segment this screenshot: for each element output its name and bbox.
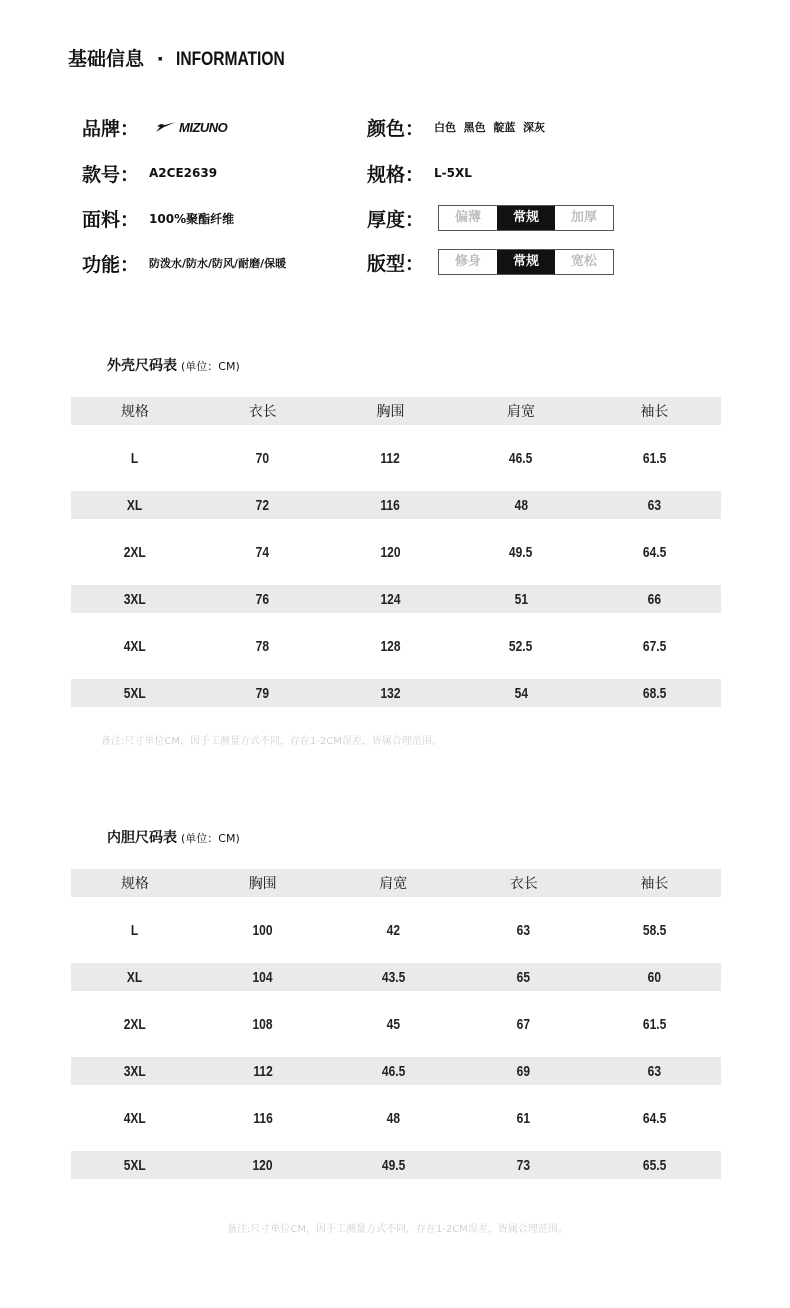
cell-value: 46.5	[381, 1062, 405, 1080]
fabric-label: 面料：	[82, 208, 140, 231]
cell-value: 76	[256, 590, 270, 608]
inner-table-title	[107, 827, 240, 847]
table-cell	[327, 679, 455, 707]
thickness-label: 厚度：	[367, 208, 425, 231]
table-cell	[327, 963, 460, 991]
inner-table-note: 备注:尺寸单位CM，因手工测量方式不同，存在1-2CM误差，皆属合理范围。	[227, 1224, 568, 1235]
mizuno-logo	[147, 120, 227, 135]
cell-value: 68.5	[642, 684, 667, 702]
table-header-row	[71, 397, 721, 425]
table-cell	[454, 491, 587, 519]
info-style-no	[82, 160, 217, 186]
cell-value: 3XL	[123, 590, 146, 608]
color-value: 白色 黑色 靛蓝 深灰	[434, 121, 545, 134]
cell-value: 64.5	[642, 543, 667, 561]
section-header	[68, 44, 309, 71]
table-row	[71, 425, 721, 491]
column-header: 肩宽	[327, 869, 460, 897]
cell-value: 63	[647, 496, 662, 514]
table-cell	[460, 897, 588, 963]
cell-value: 108	[252, 1015, 273, 1033]
table-cell	[199, 1151, 327, 1179]
table-cell	[327, 585, 455, 613]
column-header: 袖长	[588, 397, 721, 425]
style-no-value: A2CE2639	[149, 166, 218, 180]
table-cell	[460, 1151, 588, 1179]
cell-value: 70	[256, 449, 270, 467]
table-row	[71, 491, 721, 519]
table-cell	[199, 585, 327, 613]
header-title-en: INFORMATION	[176, 49, 286, 70]
table-cell	[199, 613, 327, 679]
table-cell	[327, 1057, 460, 1085]
cell-value: 61.5	[642, 1015, 667, 1033]
table-cell	[71, 1057, 199, 1085]
inner-size-table	[71, 869, 721, 1179]
table-cell	[71, 1085, 199, 1151]
table-cell	[71, 963, 199, 991]
column-header: 衣长	[199, 397, 327, 425]
table-cell	[588, 679, 721, 707]
cell-value: 64.5	[642, 1109, 667, 1127]
cell-value: 49.5	[509, 543, 533, 561]
table-cell	[454, 519, 587, 585]
table-cell	[588, 963, 721, 991]
cell-value: 112	[380, 449, 401, 467]
table-cell	[588, 585, 721, 613]
table-cell	[71, 679, 199, 707]
color-label: 颜色：	[367, 117, 425, 140]
cell-value: XL	[127, 496, 143, 514]
info-fit	[367, 249, 614, 275]
table-cell	[588, 1057, 721, 1085]
cell-value: 116	[253, 1109, 273, 1127]
table-cell	[199, 1085, 327, 1151]
cell-value: 45	[386, 1015, 400, 1033]
cell-value: 73	[517, 1156, 531, 1174]
column-header: 衣长	[460, 869, 588, 897]
table-cell	[199, 679, 327, 707]
table-row	[71, 1151, 721, 1179]
cell-value: 48	[514, 496, 528, 514]
header-title-cn: 基础信息	[68, 48, 145, 70]
table-cell	[327, 613, 455, 679]
table-cell	[454, 425, 587, 491]
runbird-icon	[147, 120, 177, 134]
column-header: 胸围	[327, 397, 455, 425]
cell-value: 69	[517, 1062, 531, 1080]
cell-value: 120	[252, 1156, 273, 1174]
fit-label: 版型：	[367, 252, 425, 275]
cell-value: 43.5	[381, 968, 405, 986]
table-cell	[327, 1151, 460, 1179]
thickness-option: 常规	[497, 206, 555, 230]
cell-value: 48	[386, 1109, 400, 1127]
table-cell	[588, 425, 721, 491]
info-thickness	[367, 205, 614, 231]
cell-value: 67.5	[642, 637, 667, 655]
table-row	[71, 897, 721, 963]
cell-value: 54	[514, 684, 528, 702]
header-separator: ·	[156, 48, 164, 70]
cell-value: 65	[517, 968, 531, 986]
spec-value: L-5XL	[434, 166, 472, 180]
cell-value: 124	[380, 590, 401, 608]
table-cell	[71, 991, 199, 1057]
table-cell	[460, 1057, 588, 1085]
table-row	[71, 613, 721, 679]
cell-value: 67	[517, 1015, 531, 1033]
column-header: 胸围	[199, 869, 327, 897]
thickness-selector	[438, 205, 614, 231]
table-cell	[588, 613, 721, 679]
cell-value: 112	[253, 1062, 273, 1080]
cell-value: 79	[256, 684, 270, 702]
cell-value: 58.5	[642, 921, 667, 939]
outer-title-unit: (单位：CM)	[181, 360, 240, 373]
cell-value: 116	[380, 496, 401, 514]
cell-value: 72	[256, 496, 270, 514]
table-header-row	[71, 869, 721, 897]
fit-option: 宽松	[571, 254, 598, 269]
table-cell	[199, 425, 327, 491]
inner-title-text: 内胆尺码表	[107, 830, 177, 846]
table-row	[71, 963, 721, 991]
table-cell	[588, 897, 721, 963]
table-cell	[71, 425, 199, 491]
cell-value: 42	[386, 921, 400, 939]
info-color	[367, 114, 545, 140]
cell-value: 2XL	[123, 1015, 146, 1033]
outer-table-note: 备注:尺寸单位CM，因手工测量方式不同，存在1-2CM误差，皆属合理范围。	[101, 736, 442, 747]
table-row	[71, 585, 721, 613]
table-cell	[71, 585, 199, 613]
logo-wordmark: MIZUNO	[179, 119, 228, 135]
table-cell	[327, 491, 455, 519]
table-cell	[588, 519, 721, 585]
table-cell	[199, 897, 327, 963]
cell-value: L	[131, 449, 139, 467]
cell-value: 5XL	[123, 684, 146, 702]
table-cell	[454, 613, 587, 679]
info-brand	[82, 114, 227, 140]
table-cell	[588, 991, 721, 1057]
cell-value: 63	[647, 1062, 662, 1080]
table-cell	[199, 963, 327, 991]
cell-value: L	[131, 921, 139, 939]
cell-value: 74	[256, 543, 270, 561]
cell-value: 46.5	[509, 449, 533, 467]
column-header: 肩宽	[454, 397, 587, 425]
table-cell	[71, 519, 199, 585]
table-cell	[460, 991, 588, 1057]
table-row	[71, 519, 721, 585]
fabric-value: 100%聚酯纤维	[149, 211, 235, 226]
table-cell	[588, 1085, 721, 1151]
cell-value: 2XL	[123, 543, 146, 561]
table-cell	[460, 963, 588, 991]
cell-value: 4XL	[123, 1109, 146, 1127]
cell-value: 3XL	[123, 1062, 146, 1080]
fit-option: 常规	[497, 250, 555, 274]
thickness-option: 偏薄	[455, 210, 482, 225]
outer-size-table	[71, 397, 721, 707]
function-label: 功能：	[82, 253, 140, 276]
cell-value: 49.5	[381, 1156, 405, 1174]
outer-title-text: 外壳尺码表	[107, 358, 177, 374]
spec-label: 规格：	[367, 163, 425, 186]
cell-value: 120	[380, 543, 401, 561]
cell-value: 51	[514, 590, 528, 608]
cell-value: 5XL	[123, 1156, 146, 1174]
cell-value: 132	[380, 684, 401, 702]
thickness-option: 加厚	[571, 210, 598, 225]
column-header: 规格	[71, 397, 199, 425]
info-fabric	[82, 205, 234, 231]
info-spec	[367, 160, 472, 186]
cell-value: 63	[517, 921, 531, 939]
cell-value: 52.5	[509, 637, 533, 655]
column-header: 袖长	[588, 869, 721, 897]
table-row	[71, 679, 721, 707]
table-cell	[327, 1085, 460, 1151]
table-cell	[327, 897, 460, 963]
info-function	[82, 250, 286, 276]
column-header: 规格	[71, 869, 199, 897]
cell-value: 4XL	[123, 637, 146, 655]
outer-table-title	[107, 355, 240, 375]
brand-label: 品牌：	[82, 117, 140, 140]
cell-value: 61	[517, 1109, 531, 1127]
table-row	[71, 991, 721, 1057]
table-cell	[454, 585, 587, 613]
table-cell	[327, 991, 460, 1057]
style-no-label: 款号：	[82, 163, 140, 186]
fit-selector	[438, 249, 614, 275]
table-row	[71, 1085, 721, 1151]
cell-value: 104	[252, 968, 273, 986]
table-cell	[71, 1151, 199, 1179]
cell-value: 60	[647, 968, 662, 986]
inner-title-unit: (单位：CM)	[181, 832, 240, 845]
table-cell	[71, 491, 199, 519]
table-cell	[588, 1151, 721, 1179]
fit-option: 修身	[455, 254, 482, 269]
cell-value: 61.5	[642, 449, 667, 467]
function-value: 防泼水/防水/防风/耐磨/保暖	[149, 257, 287, 270]
table-cell	[588, 491, 721, 519]
table-cell	[327, 519, 455, 585]
table-cell	[199, 1057, 327, 1085]
table-cell	[199, 491, 327, 519]
table-cell	[199, 991, 327, 1057]
cell-value: 65.5	[642, 1156, 667, 1174]
table-cell	[454, 679, 587, 707]
table-cell	[71, 897, 199, 963]
cell-value: 78	[256, 637, 270, 655]
cell-value: 66	[647, 590, 662, 608]
table-cell	[327, 425, 455, 491]
cell-value: 100	[252, 921, 273, 939]
cell-value: XL	[127, 968, 143, 986]
table-cell	[71, 613, 199, 679]
table-row	[71, 1057, 721, 1085]
table-cell	[199, 519, 327, 585]
cell-value: 128	[380, 637, 401, 655]
table-cell	[460, 1085, 588, 1151]
